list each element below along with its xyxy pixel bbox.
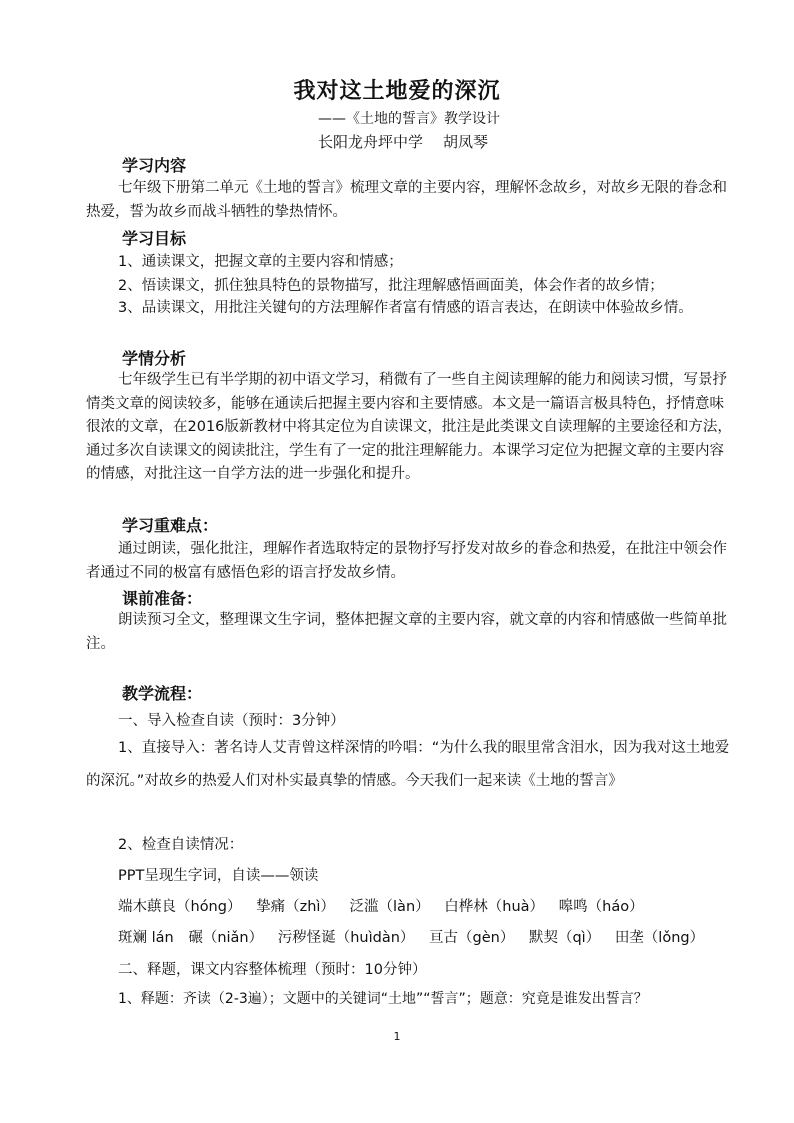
author-line bbox=[318, 131, 488, 152]
paragraph-analysis: 七年级学生已有半学期的初中语文学习，稍微有了一些自主阅读理解的能力和阅读习惯，写景抒情类文章的阅读较多，能够在通读后把握主要内容和主要情感。本文是一篇语言极具特色，抒情意味很浓的文章，在2016版新教材中将其定位为自读课文，批注是此类课文自读理解的主要途径和方法，通过多次自读课文的阅读批注，学生有了一定的批注理解能力。本课学习定位为把握文章的主要内容的情感，对批注这一自学方法的进一步强化和提升。 bbox=[86, 372, 732, 482]
flow-step-1: 一、导入检查自读（预时：3分钟） bbox=[118, 713, 345, 729]
vocab-item: 白桦林（huà） bbox=[444, 899, 545, 915]
vocab-item: 田垄（lǒng） bbox=[614, 930, 705, 946]
goal-item-1: 1、通读课文，把握文章的主要内容和情感； bbox=[118, 254, 403, 270]
vocab-item: 默契（qì） bbox=[528, 930, 601, 946]
vocab-item: 泛滥（làn） bbox=[349, 899, 430, 915]
paragraph-key-points: 通过朗读，强化批注，理解作者选取特定的景物抒写抒发对故乡的眷念和热爱，在批注中领会作者通过不同的极富有感悟色彩的语言抒发故乡情。 bbox=[86, 541, 727, 581]
goal-item-3: 3、品读课文，用批注关键句的方法理解作者富有情感的语言表达，在朗读中体验故乡情。 bbox=[118, 300, 693, 316]
vocab-item: 亘古（gèn） bbox=[429, 930, 515, 946]
heading-goals: 学习目标 bbox=[122, 229, 187, 248]
vocab-item: 碾（niǎn） bbox=[188, 930, 264, 946]
vocab-row-1 bbox=[118, 895, 654, 916]
paragraph-content: 七年级下册第二单元《土地的誓言》梳理文章的主要内容，理解怀念故乡，对故乡无限的眷念和热爱，誓为故乡而战斗牺牲的挚热情怀。 bbox=[86, 180, 727, 220]
vocab-item: 斑斓 lán bbox=[118, 930, 174, 946]
vocab-row-2 bbox=[118, 926, 714, 947]
page-title: 我对这土地爱的深沉 bbox=[293, 79, 501, 104]
teacher-name: 胡凤琴 bbox=[443, 133, 489, 151]
goal-item-2: 2、悟读课文，抓住独具特色的景物描写，批注理解感悟画面美，体会作者的故乡情； bbox=[118, 278, 664, 294]
flow-step-2-1: 1、释题：齐读（2-3遍）；文题中的关键词“土地”“誓言”；题意：究竟是谁发出誓言？ bbox=[118, 991, 648, 1007]
school-name: 长阳龙舟坪中学 bbox=[318, 133, 424, 151]
heading-content: 学习内容 bbox=[122, 156, 187, 175]
flow-step-1-2-ppt: PPT呈现生字词，自读——领读 bbox=[118, 868, 319, 884]
heading-key-points: 学习重难点： bbox=[122, 516, 219, 535]
vocab-item: 嗥鸣（háo） bbox=[558, 899, 644, 915]
flow-step-1-1: 1、直接导入：著名诗人艾青曾这样深情的吟唱：“为什么我的眼里常含泪水，因为我对这土地爱的深沉。”对故乡的热爱人们对朴实最真挚的情感。今天我们一起来读《土地的誓言》 bbox=[86, 740, 730, 789]
heading-preparation: 课前准备： bbox=[122, 589, 203, 608]
paragraph-preparation: 朗读预习全文，整理课文生字词，整体把握文章的主要内容，就文章的内容和情感做一些简单批注。 bbox=[86, 612, 727, 652]
flow-step-1-2: 2、检查自读情况： bbox=[118, 837, 244, 853]
flow-step-2: 二、释题，课文内容整体梳理（预时：10分钟） bbox=[118, 962, 427, 978]
vocab-item: 端木蕻良（hóng） bbox=[118, 899, 242, 915]
vocab-item: 污秽怪诞（huìdàn） bbox=[277, 930, 415, 946]
vocab-item: 挚痛（zhì） bbox=[256, 899, 335, 915]
subtitle: ——《土地的誓言》教学设计 bbox=[318, 111, 500, 127]
page-number: 1 bbox=[393, 1030, 401, 1043]
heading-analysis: 学情分析 bbox=[122, 349, 187, 368]
heading-teaching-flow: 教学流程： bbox=[122, 684, 203, 703]
